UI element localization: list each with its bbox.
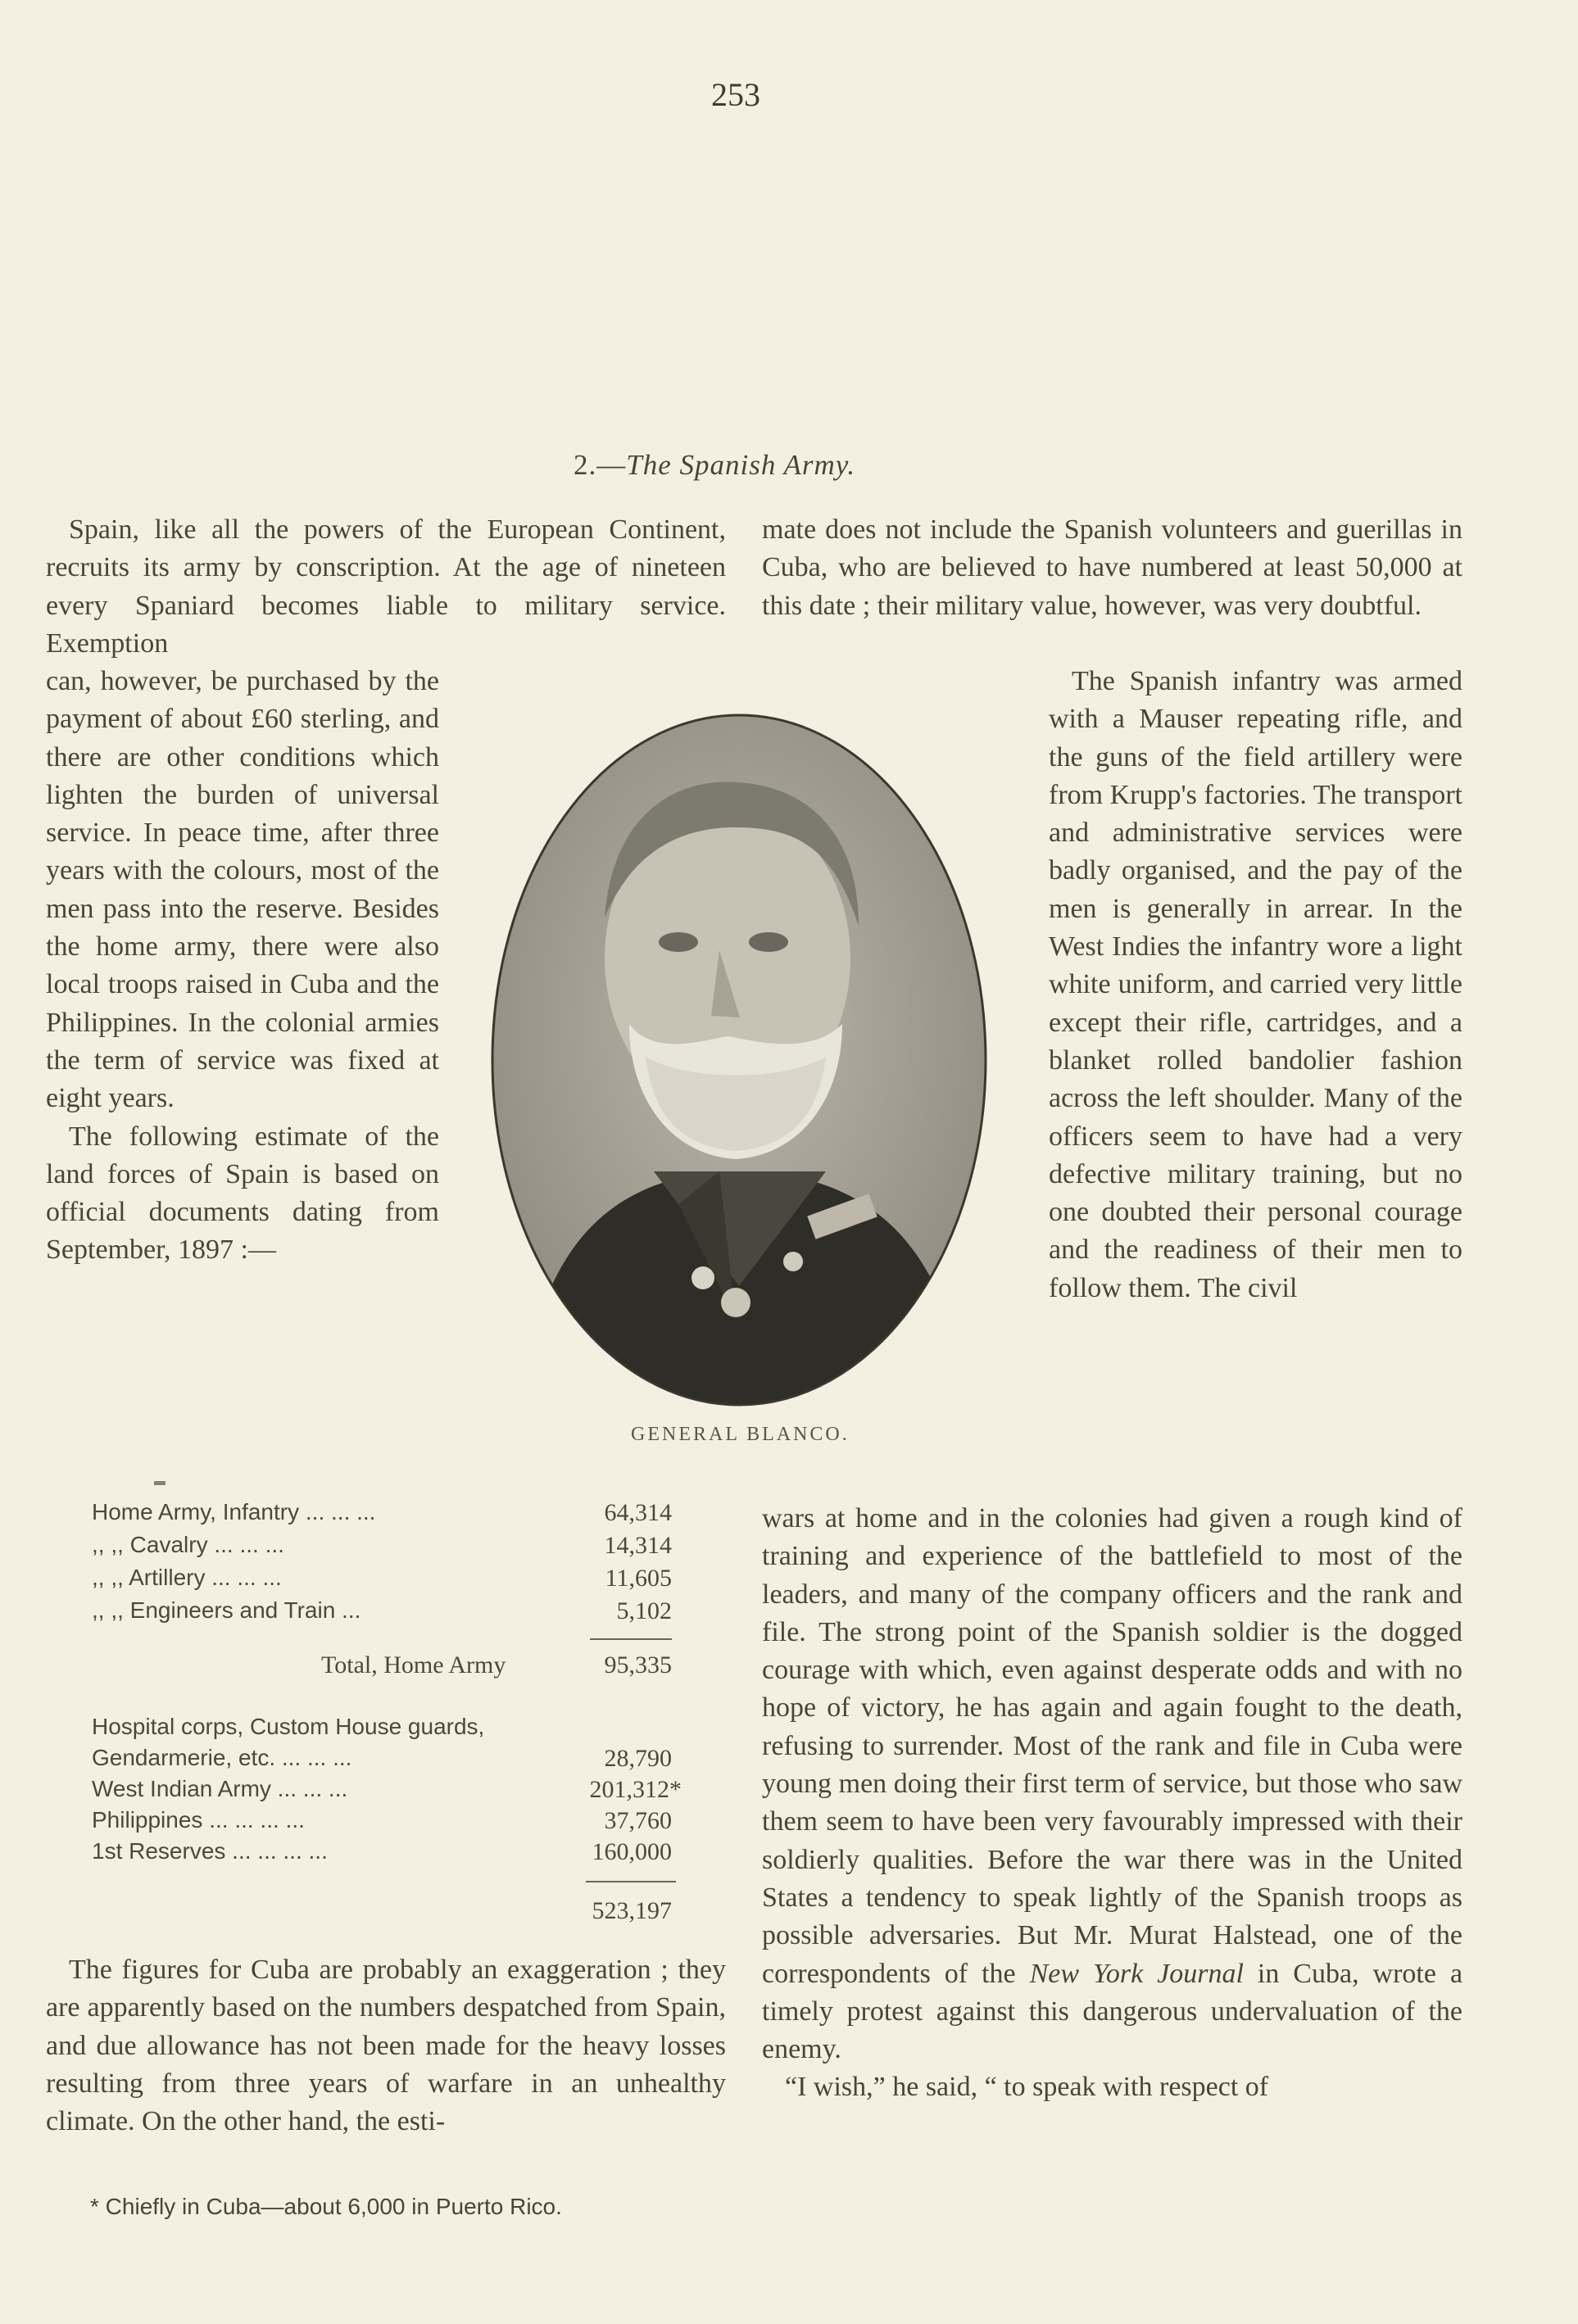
right-continuation-end: in Cuba, wrote a timely protest against this dangerous undervaluation of the enemy. (762, 1958, 1463, 2065)
quote-opening-line: “I wish,” he said, “ to speak with respect of (785, 2072, 1269, 2103)
table-row: Gendarmerie, etc. ... ... ... (92, 1745, 352, 1770)
table-value: 11,605 (605, 1565, 672, 1592)
newspaper-name: New York Journal (1029, 1958, 1244, 1989)
estimate-intro-paragraph: The following estimate of the land forces of Spain is based on official documents dating from September, 1897 :— (46, 1121, 439, 1266)
section-title-text: The Spanish Army. (626, 449, 856, 481)
table-value: 14,314 (604, 1532, 672, 1559)
total-label: Total, Home Army (321, 1651, 506, 1678)
right-column-continuation (762, 1500, 1462, 2107)
table-value: 64,314 (604, 1499, 672, 1526)
table-row: ,, ,, Artillery ... ... ... (92, 1565, 282, 1590)
table-value: 5,102 (616, 1597, 672, 1624)
footnote: * Chiefly in Cuba—about 6,000 in Puerto Rico. (90, 2194, 562, 2219)
table-row: ,, ,, Engineers and Train ... (92, 1597, 361, 1623)
left-column-closing-paragraph: The figures for Cuba are probably an exaggeration ; they are apparently based on the numbers despatched from Spain, and due allowance has not been made for the heavy losses resulting from three years of warfare in an unhealthy climate. On the other hand, the esti- (46, 1955, 726, 2137)
divider-mark (154, 1481, 166, 1485)
table-row: ,, ,, Cavalry ... ... ... (92, 1532, 284, 1557)
right-wrapped-paragraph: The Spanish infantry was armed with a Mauser repeating rifle, and the guns of the field artillery were from Krupp's factories. The transport and administrative services were badly organised, and the pay of the men is generally in arrear. In the West Indies the infantry wore a light white uniform, and carried very little except their rifle, cartridges, and a blanket rolled bandolier fashion across the left shoulder. Many of the officers seem to have had a very defective military training, but no one doubted their personal courage and the readiness of their men to follow them. The civil (1049, 666, 1462, 1303)
subtotal-rule (590, 1638, 672, 1640)
page-number: 253 (711, 76, 760, 113)
table-row: Home Army, Infantry ... ... ... (92, 1499, 376, 1524)
left-wrapped-paragraph: can, however, be purchased by the payment of about £60 sterling, and there are other conditions which lighten the burden of universal service. In peace time, after three years with the colours, most of the men pass into the reserve. Besides the home army, there were also local troops raised in Cuba and the Philippines. In the colonial armies the term of service was fixed at eight years. (46, 666, 439, 1114)
table-row: 1st Reserves ... ... ... ... (92, 1838, 328, 1864)
grand-total-rule (586, 1881, 676, 1882)
portrait-caption: GENERAL BLANCO. (631, 1424, 850, 1445)
left-column-opening-paragraph: Spain, like all the powers of the European Continent, recruits its army by conscription. At the age of nineteen every Spaniard becomes liable to military service. Exemption (46, 514, 726, 659)
table-value: 160,000 (592, 1838, 672, 1865)
section-title (574, 449, 855, 482)
grand-total-value: 523,197 (592, 1897, 672, 1924)
table-row: Hospital corps, Custom House guards, (92, 1714, 485, 1739)
section-title-prefix: 2.— (574, 449, 627, 481)
table-row: West Indian Army ... ... ... (92, 1776, 348, 1801)
total-value: 95,335 (604, 1651, 672, 1678)
table-value: 28,790 (604, 1745, 672, 1772)
general-blanco-portrait (490, 713, 988, 1407)
right-continuation-text: wars at home and in the colonies had given a rough kind of training and experience of the battlefield to most of the leaders, and many of the company officers and the rank and file. The strong point of the Spanish soldier is the dogged courage with which, even against desperate odds and with no hope of victory, he has again and again fought to the death, refusing to surrender. Most of the rank and file in Cuba were young men doing their first term of service, but those who saw them seem to have been very favourably impressed with their soldierly qualities. Before the war there was in the United States a tendency to speak lightly of the Spanish troops as possible adversaries. But Mr. Murat Halstead, one of the correspondents of the (762, 1503, 1462, 1989)
table-value: 201,312* (589, 1776, 682, 1803)
right-column-opening-paragraph: mate does not include the Spanish volunteers and guerillas in Cuba, who are believed to have numbered at least 50,000 at this date ; their military value, however, was very doubtful. (762, 514, 1462, 621)
right-continuation-paragraph (762, 1500, 1462, 2068)
table-row: Philippines ... ... ... ... (92, 1807, 305, 1832)
table-value: 37,760 (604, 1807, 672, 1834)
left-wrapped-text (46, 663, 439, 1270)
